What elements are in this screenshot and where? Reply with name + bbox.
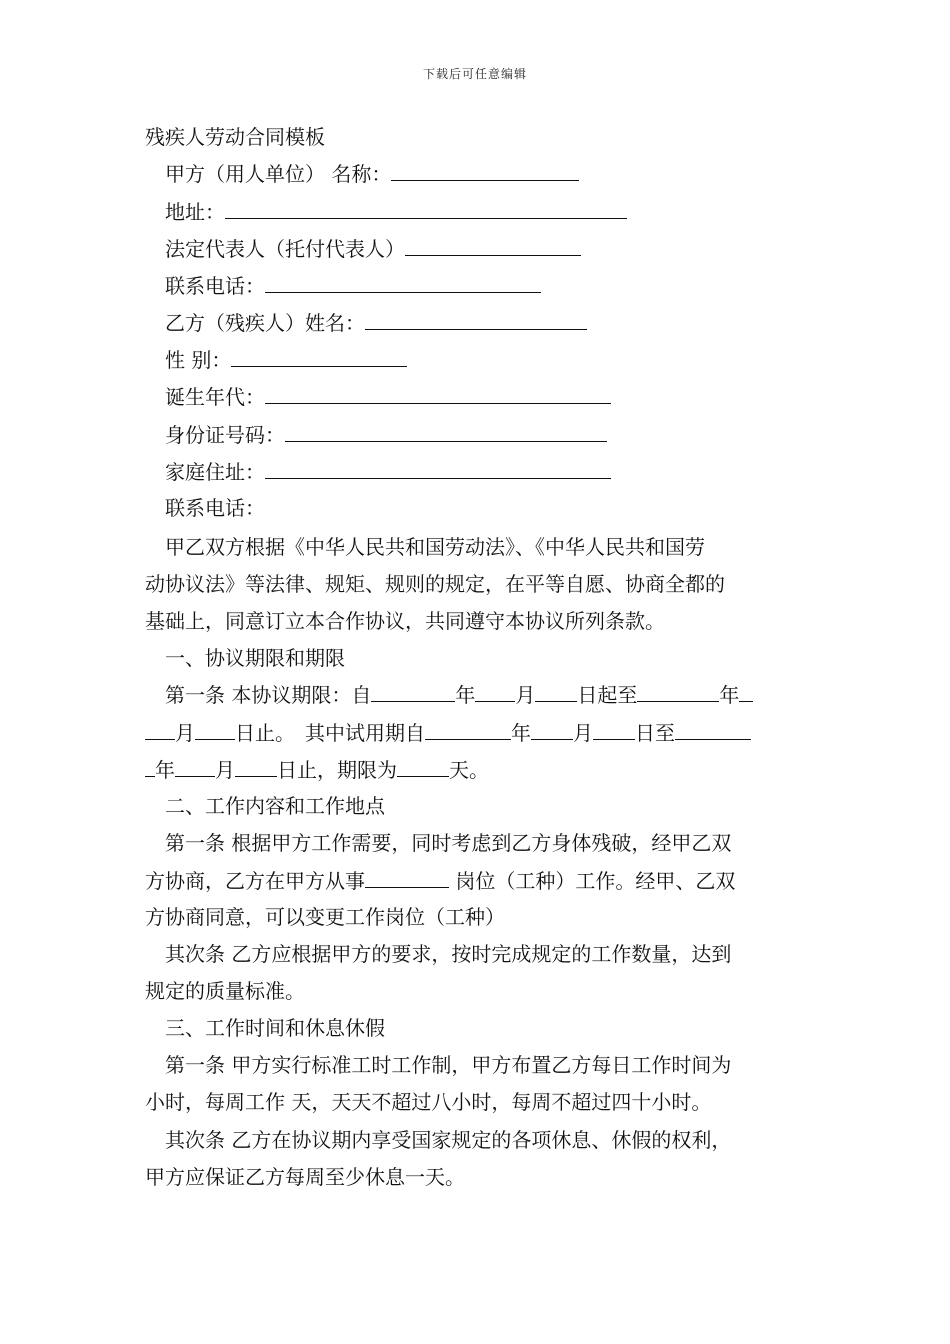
year-label: 年 [455, 683, 476, 707]
start-year-blank[interactable] [371, 681, 455, 702]
section-3-article-1-line-1: 第一条 甲方实行标准工时工作制，甲方布置乙方每日工作时间为 [165, 1053, 732, 1077]
period-days-blank[interactable] [397, 756, 449, 777]
section-1-heading: 一、协议期限和期限 [165, 646, 345, 670]
page-header: 下载后可任意编辑 [422, 67, 527, 81]
intro-line-3: 基础上，同意订立本合作协议，共同遵守本协议所列条款。 [145, 609, 665, 633]
party-b-name-line [165, 309, 830, 336]
trial-start-month-blank[interactable] [531, 719, 573, 740]
party-a-phone-blank[interactable] [265, 272, 541, 293]
end-year-blank[interactable] [637, 681, 719, 702]
position-blank[interactable] [365, 867, 449, 888]
day-end-period-label: 日止，期限为 [277, 758, 397, 782]
party-b-phone-label: 联系电话： [165, 496, 265, 520]
end-month-blank-start[interactable] [739, 681, 753, 702]
party-a-name-blank[interactable] [391, 160, 579, 181]
party-b-home-label: 家庭住址： [165, 460, 265, 484]
party-b-birth-label: 诞生年代： [165, 385, 265, 409]
article-text: 第一条 本协议期限：自 [165, 683, 372, 707]
party-b-gender-blank[interactable] [231, 346, 407, 367]
section-3-article-2-line-1: 其次条 乙方在协议期内享受国家规定的各项休息、休假的权利， [165, 1128, 732, 1152]
party-a-legal-rep-line [165, 235, 830, 262]
section-3-heading: 三、工作时间和休息休假 [165, 1016, 385, 1040]
day-end-label: 日止。 [235, 721, 295, 745]
section-2-article-2-line-1: 其次条 乙方应根据甲方的要求，按时完成规定的工作数量，达到 [165, 942, 732, 966]
section-2-article-1-line-1: 第一条 根据甲方工作需要，同时考虑到乙方身体残破，经甲乙双 [165, 831, 732, 855]
party-a-address-label: 地址： [165, 200, 225, 224]
section-2-article-1-line-3: 方协商同意，可以变更工作岗位（工种） [145, 905, 505, 929]
trial-start-day-blank[interactable] [593, 719, 635, 740]
party-a-phone-line [165, 272, 830, 299]
party-b-gender-line [165, 346, 830, 373]
party-b-name-label: 乙方（残疾人）姓名： [165, 311, 365, 335]
party-a-name-label: 甲方（用人单位） 名称： [165, 162, 392, 186]
year-label: 年 [719, 683, 740, 707]
trial-start-year-blank[interactable] [425, 719, 511, 740]
end-day-blank[interactable] [195, 719, 235, 740]
party-a-phone-label: 联系电话： [165, 274, 265, 298]
month-label: 月 [215, 758, 235, 782]
section-2-article-2-line-2: 规定的质量标准。 [145, 979, 305, 1003]
article-text: 岗位（工种）工作。经甲、乙双 [449, 869, 736, 893]
trial-label: 其中试用期自 [305, 721, 425, 745]
party-a-legal-rep-blank[interactable] [405, 235, 581, 256]
trial-end-year-blank[interactable] [675, 719, 751, 740]
start-month-blank[interactable] [475, 681, 515, 702]
start-day-blank[interactable] [535, 681, 577, 702]
year-label: 年 [511, 721, 531, 745]
section-1-article-1-line-1 [165, 681, 830, 708]
party-b-birth-line [165, 383, 830, 410]
end-month-blank-end[interactable] [145, 719, 175, 740]
party-b-home-blank[interactable] [265, 458, 611, 479]
month-label: 月 [515, 683, 536, 707]
trial-end-day-blank[interactable] [235, 756, 277, 777]
party-b-id-blank[interactable] [285, 421, 607, 442]
party-b-gender-label: 性 别： [165, 348, 232, 372]
intro-line-2: 动协议法》等法律、规矩、规则的规定，在平等自愿、协商全都的 [145, 572, 725, 596]
section-2-heading: 二、工作内容和工作地点 [165, 794, 385, 818]
section-3-article-1-line-2: 小时，每周工作 天，天天不超过八小时，每周不超过四十小时。 [145, 1090, 712, 1114]
day-to-label: 日至 [635, 721, 675, 745]
document-title: 残疾人劳动合同模板 [145, 125, 325, 149]
party-a-address-blank[interactable] [225, 198, 627, 219]
party-b-home-line [165, 458, 830, 485]
days-label: 天。 [449, 758, 489, 782]
trial-end-month-blank[interactable] [175, 756, 215, 777]
party-b-name-blank[interactable] [365, 309, 587, 330]
party-b-id-line [165, 421, 830, 448]
party-a-name-line [165, 160, 830, 187]
party-b-birth-blank[interactable] [265, 383, 611, 404]
section-2-article-1-line-2 [145, 867, 810, 894]
party-a-legal-rep-label: 法定代表人（托付代表人） [165, 237, 405, 261]
month-label: 月 [175, 721, 195, 745]
party-b-id-label: 身份证号码： [165, 423, 285, 447]
party-a-address-line [165, 198, 830, 225]
intro-line-1: 甲乙双方根据《中华人民共和国劳动法》、《中华人民共和国劳 [165, 535, 705, 559]
day-start-to-label: 日起至 [577, 683, 638, 707]
section-1-article-1-line-3 [145, 756, 810, 783]
month-label: 月 [573, 721, 593, 745]
section-1-article-1-line-2 [145, 719, 810, 746]
trial-end-year-blank-end[interactable] [145, 756, 155, 777]
party-b-phone-line [165, 495, 830, 521]
section-3-article-2-line-2: 甲方应保证乙方每周至少休息一天。 [145, 1165, 465, 1189]
article-text: 方协商，乙方在甲方从事 [145, 869, 365, 893]
year-label: 年 [155, 758, 175, 782]
